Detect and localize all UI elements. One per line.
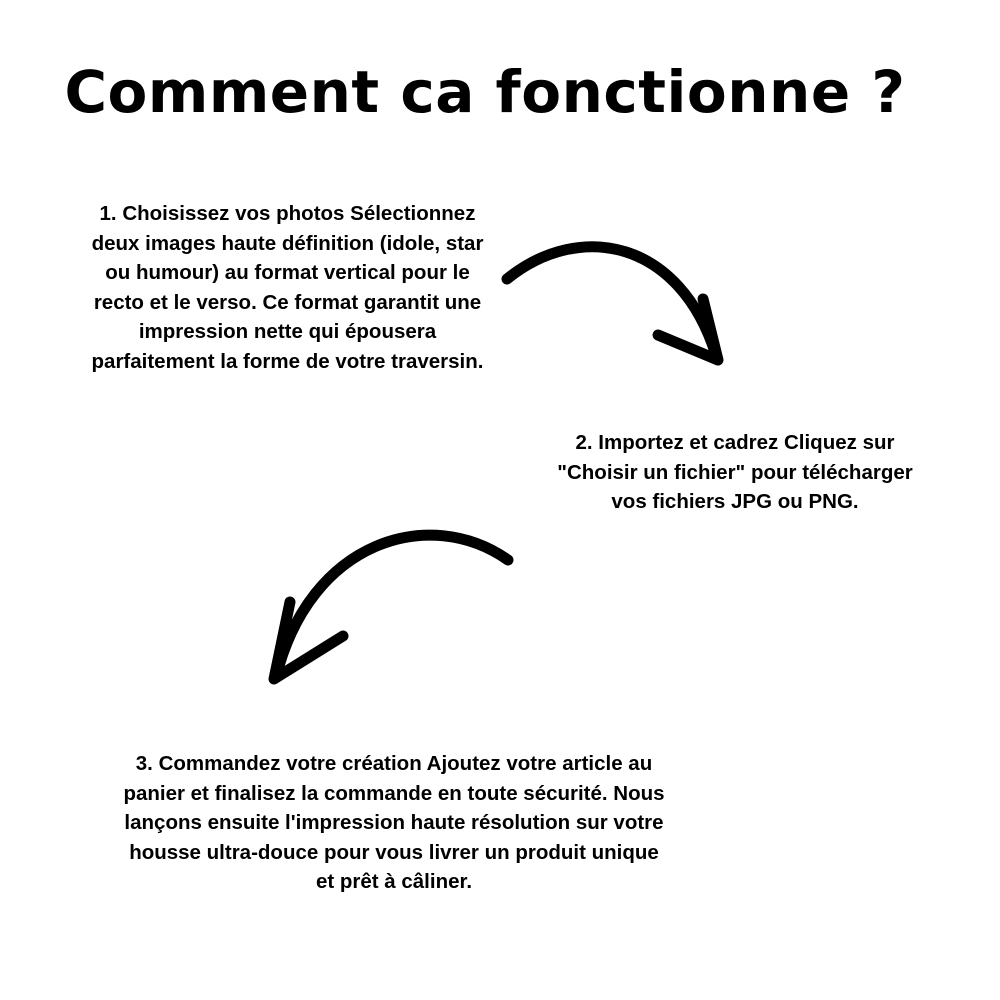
step-2-text: 2. Importez et cadrez Cliquez sur "Choisir un fichier" pour télécharger vos fichiers JPG ou PNG. bbox=[557, 431, 913, 513]
step-1-text: 1. Choisissez vos photos Sélectionnez deux images haute définition (idole, star ou humour) au format vertical pour le recto et le verso. Ce format garantit une impression nette qui épousera parfaitement la forme de votre traversin. bbox=[91, 202, 484, 373]
page-title: Comment ca fonctionne ? bbox=[64, 58, 906, 126]
step-3-text: 3. Commandez votre création Ajoutez votre article au panier et finalisez la commande en toute sécurité. Nous lançons ensuite l'impression haute résolution sur votre housse ultra-douce pour vous livrer un produit unique et prêt à câliner. bbox=[123, 752, 665, 893]
